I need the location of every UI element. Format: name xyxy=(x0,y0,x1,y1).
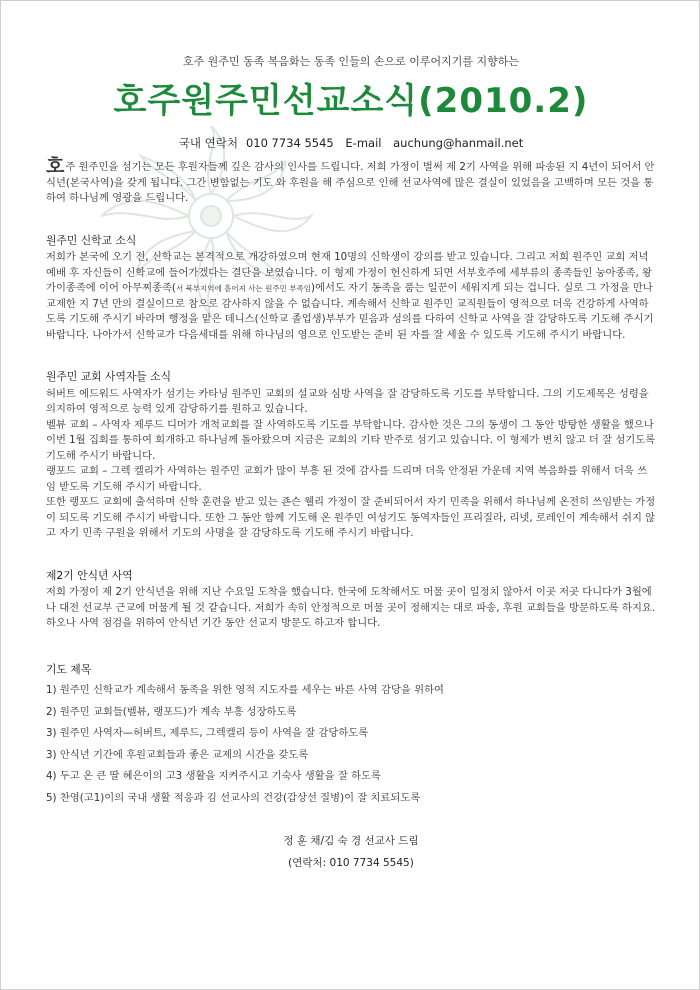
email-address[interactable]: auchung@hanmail.net xyxy=(393,136,524,150)
newsletter-title: 호주원주민선교소식(2010.2) xyxy=(113,81,589,121)
signature-line: 정 훈 채/김 숙 경 선교사 드림 xyxy=(283,835,419,847)
contact-label: 국내 연락처 xyxy=(178,136,238,150)
section-title-sabbatical: 제2기 안식년 사역 xyxy=(46,568,133,582)
churches-paragraph-4: 또한 랭포드 교회에 출석하며 신학 훈련을 받고 있는 죤슨 웰리 가정이 잘 준비되어서 자기 민족을 위해서 하나님께 온전히 쓰임받는 가정이 되도록 기도해 주시기 바랍니다. 또한 그 동안 함께 기도해 온 원주민 여성기도 동역자들인 프리질라, 리넷, 로레인이 계속해서 쉬지 않고 자기 민족 구원을 위해서 기도의 사명을 잘 감당하도록 기도해 주시기 바랍니다. xyxy=(46,496,656,539)
prayer-item: 1) 원주민 신학교가 계속해서 동족을 위한 영적 지도자를 세우는 바른 사역 감당을 위하여 xyxy=(46,684,444,696)
email-label: E-mail xyxy=(345,136,382,150)
section-title-seminary: 원주민 신학교 소식 xyxy=(46,233,137,247)
prayer-item: 3) 원주민 사역자—허버트, 제루드, 그렉켈리 등이 사역을 잘 감당하도록 xyxy=(46,727,369,739)
intro-text: 주 원주민을 섬기는 모든 후원자들께 깊은 감사의 인사를 드립니다. 저희 가정이 벌써 제 2기 사역을 위해 파송된 지 4년이 되어서 안식년(본국사역)을 갖게 됩니다. 그간 변함없는 기도 와 후원을 해 주심으로 인해 선교사역에 많은 결실이 있었음을 고백하며 모든 것을 통하여 하나님께 영광을 드립니다. xyxy=(46,161,655,204)
seminary-text-1: 저희가 본국에 오기 전, 신학교는 본격적으로 개강하였으며 현재 10명의 신학생이 강의를 받고 있습니다. 그리고 저희 원주민 교회 저녁 예배 후 자신들이 신학교에 들어가겠다는 결단을 보였습니다. 이 형제 가정이 헌신하게 되면 서부호주에 세부류의 종족들인 눙아종족, 왕가이종족에 이어 아무찌종족( xyxy=(46,251,652,294)
churches-paragraph-2: 벨뷰 교회 – 사역자 제루드 디머가 개척교회를 잘 사역하도록 기도를 부탁합니다. 감사한 것은 그의 동생이 그 동안 방탕한 생활을 했으나 이번 1월 집회를 통하여 회개하고 하나님께 돌아왔으며 지금은 교회의 기타 반주로 섬기고 있습니다. 이 형제가 변치 않고 더 잘 섬기도록 기도해 주시기 바랍니다. xyxy=(46,418,656,462)
prayer-item: 2) 원주민 교회들(벨뷰, 랭포드)가 계속 부흥 성장하도록 xyxy=(46,705,297,718)
newsletter-body xyxy=(46,155,656,871)
prayer-item: 5) 찬영(고1)이의 국내 생활 적응과 김 선교사의 건강(갑상선 질병)이 잘 치료되도록 xyxy=(46,791,421,804)
sabbatical-paragraph: 저희 가정이 제 2기 안식년을 위해 지난 수요일 도착을 했습니다. 한국에 도착해서도 머물 곳이 일정치 않아서 이곳 저곳 다니다가 3월에나 대전 선교부 근교에 머물게 될 것 같습니다. 저희가 속히 안정적으로 머물 곳이 정해지는 대로 파송, 후원 교회들을 방문하도록 하지요. 하오나 사역 점검을 위하여 안식년 기간 동안 선교지 방문도 하고자 합니다. xyxy=(46,586,656,629)
section-title-prayer: 기도 제목 xyxy=(46,662,92,676)
churches-paragraph-3: 랭포드 교회 – 그렉 켈리가 사역하는 원주민 교회가 많이 부흥 된 것에 감사를 드리며 더욱 안정된 가운데 지역 복음화를 위해서 더욱 쓰임 받도록 기도해 주시기 바랍니다. xyxy=(46,465,648,493)
contact-phone: 010 7734 5545 xyxy=(245,136,334,150)
signature-contact: (연락처: 010 7734 5545) xyxy=(288,856,414,869)
seminary-small-note: 서 북부지역에 흩어져 사는 원주민 부족임 xyxy=(175,284,312,293)
seminary-text-2: )에서도 자기 동족을 품는 일꾼이 세워지게 되는 겁니다. 실로 그 가정을 만나 교제한 지 7년 만의 결실이므로 참으로 감사하지 않을 수 없습니다. 계속해서 신학교 원주민 교직원들이 영적으로 더욱 건강하게 사역하도록 기도해 주시기 바라며 행정을 맡은 데니스(신학교 졸업생)부부가 믿음과 성의를 다하여 신학교 사역을 잘 감당하도록 기도해 주시기 바랍니다. 나아가서 신학교가 다음세대를 위해 하나님의 영으로 인도받는 준비 된 자를 잘 세울 수 있도록 기도해 주시기 바랍니다. xyxy=(46,282,654,341)
churches-paragraph-1: 허버트 에드워드 사역자가 섬기는 카타닝 원주민 교회의 설교와 심방 사역을 잘 감당하도록 기도를 부탁합니다. 그의 기도제목은 성령을 의지하여 영적으로 능력 있게 감당하기를 원하고 있습니다. xyxy=(46,387,649,415)
section-title-churches: 원주민 교회 사역자들 소식 xyxy=(46,370,172,383)
prayer-list xyxy=(46,683,656,806)
drop-cap: 호 xyxy=(46,155,65,177)
contact-line xyxy=(1,135,700,151)
prayer-item: 3) 안식년 기간에 후원교회들과 좋은 교제의 시간을 갖도록 xyxy=(46,748,309,761)
tagline: 호주 원주민 동족 복음화는 동족 인들의 손으로 이루어지기를 지향하는 xyxy=(182,55,520,68)
prayer-item: 4) 두고 온 큰 딸 혜은이의 고3 생활을 지켜주시고 기숙사 생활을 잘 하도록 xyxy=(46,770,381,782)
seminary-paragraph xyxy=(46,250,656,343)
intro-paragraph xyxy=(46,155,656,207)
